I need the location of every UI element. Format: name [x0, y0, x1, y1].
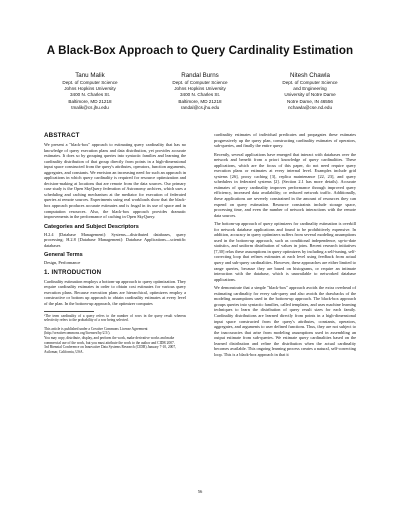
right-column: [214, 132, 356, 360]
categories-text: H.2.4 [Database Management]: Systems—distributed databases, query processing; H.2.8 [Database Management]: Database Applications—scientific databases: [44, 231, 186, 248]
general-terms-heading: General Terms: [44, 252, 83, 259]
categories-heading: Categories and Subject Descriptors: [44, 223, 139, 230]
author-name: Randal Burns: [181, 72, 219, 79]
author-city: Baltimore, MD 21218: [68, 98, 112, 104]
conference-notice: 3rd Biennial Conference on Innovative Data Systems Research (CIDR) January 7-10, 2007, Asilomar, California, USA.: [44, 345, 177, 354]
author-dept: Dept. of Computer Science: [62, 80, 118, 85]
author-1: [40, 72, 140, 111]
left-column: [44, 132, 186, 354]
author-city: Notre Dame, IN 46556: [287, 98, 333, 104]
author-dept: Dept. of Computer Science: [282, 80, 338, 85]
author-email: tmalik@cs.jhu.edu: [71, 104, 109, 110]
author-org: Johns Hopkins University: [174, 86, 226, 92]
abstract-text: We present a "black-box" approach to estimating query cardinality that has no knowledge of query execution plans and data distribution, yet provides accurate estimates. It does so by grouping queries into syntactic families and learning the cardinality distribution of that group directly from points in a high-dimensional input space constructed from the query's attributes, operators, function arguments, aggregates, and constants. We envision an increasing need for such an approach in applications in which query cardinality is required for resource optimization and decision-making at locations that are remote from the data sources. Our primary case study is the Open SkyQuery federation of Astronomy archives, which uses a scheduling and caching mechanism at the mediator for execution of federated queries at remote sources. Experiments using real workloads show that the black-box approach produces accurate estimates and is frugal in its use of space and in computation resources. Also, the black-box approach provides dramatic improvements in the performance of caching in Open SkyQuery.: [44, 142, 186, 220]
author-addr: 3400 N. Charles St.: [69, 92, 111, 98]
body-paragraph: The bottom-up approach of query optimizers for cardinality estimation is overkill for network database applications and found to be prohibitively expensive. In addition, accuracy in query optimizers suffers from several modeling assumptions used in the bottom-up approach, such as conditional independence, up-to-date statistics, and uniform distribution of values in joins. Recent research initiatives [7,30] relax these assumptions in query optimizers by including a self-tuning, self-correcting loop that refines estimates at each level using feedback from actual query and sub-query cardinalities. However, these approaches are either limited to range queries, because they are based on histograms, or require an intimate interaction with the database, which is unavailable to networked database applications.: [214, 221, 356, 282]
license-terms: You may copy, distribute, display, and perform the work, make derivative works and make commercial use of the work, but you must attribute the work to the author and CIDR 2007.: [44, 335, 175, 345]
footnote: ¹The term cardinality of a query refers to the number of rows in the query result whereas selectivity refers to the probability of a row being selected.: [44, 313, 186, 323]
body-paragraph: Recently, several applications have emerged that interact with databases over the network and benefit from a priori knowledge of query cardinalities. These applications, which are the focus of this paper, do not need require query execution plans or estimates at every internal level. Examples include grid systems [26], proxy caching [3], replica maintenance [22, 23], and query schedulers in federated systems [2]. (Section 2.1 has more details). Accurate estimates of query cardinality improves performance through improved query efficiency, increased data availability; or reduced network traffic. Additionally, these applications are severely constrained in the amount of resources they can expend on query estimation. Resource constraints include storage space, processing time, and even the number of network interactions with the remote data sources.: [214, 151, 356, 218]
author-name: Nitesh Chawla: [290, 72, 330, 79]
author-block: [40, 72, 360, 111]
footnote-rule: [44, 311, 94, 312]
license-notice: This article is published under a Creative Commons License Agreement (http://creativecommons.org/licenses/by/2.5/).: [44, 326, 148, 336]
author-email: randal@cs.jhu.edu: [180, 104, 220, 110]
author-city: Baltimore, MD 21218: [178, 98, 222, 104]
introduction-text: Cardinality estimation employs a bottom-up approach to query optimization. They require cardinality estimates in order to obtain cost estimates for various query execution plans. Because execution plans are hierarchical, optimizers employ a constructive or bottom up approach to obtain cardinality estimates at every level of the plan. In the bottom-up approach, the optimizer computes: [44, 278, 186, 307]
abstract-heading: ABSTRACT: [44, 132, 80, 139]
author-3: [260, 72, 360, 111]
author-email: nchawla@cse.nd.edu: [288, 104, 332, 110]
general-terms-text: Design, Performance: [44, 260, 81, 266]
author-org: and Engineering: [293, 86, 327, 92]
page-number: 56: [197, 489, 203, 494]
author-dept: Dept. of Computer Science: [172, 80, 228, 85]
body-paragraph: cardinality estimates of individual predicates and propagates these estimates progressively up the query plan, constructing cardinality estimates of operators, sub-queries, and finally the entire query.: [214, 132, 356, 149]
author-2: [150, 72, 250, 111]
introduction-heading: 1. INTRODUCTION: [44, 268, 102, 276]
body-paragraph: We demonstrate that a simple "black-box" approach avoids the extra overhead of estimating cardinality for every sub-query and also avoids the drawbacks of the modeling assumptions used in the bottom-up approach. The black-box approach groups queries into syntactic families, called templates, and uses machine learning techniques to learn the distribution of query result sizes for each family. Cardinality distributions are learned directly from points in a high-dimensional input space constructed from the query's attributes, constants, operators, aggregates, and arguments to user defined functions. Thus, they are not subject to the inaccuracies that arise from modeling assumptions used in assembling an output estimate from sub-queries. We estimate query cardinalities based on the learned distribution and refine the distribution when the actual cardinality becomes available. This ongoing learning process creates a natural, self-correcting loop. This is a black-box approach in that it: [214, 285, 356, 357]
author-name: Tanu Malik: [75, 72, 105, 79]
author-addr: 3400 N. Charles St.: [179, 92, 221, 98]
paper-title: A Black-Box Approach to Query Cardinality Estimation: [46, 44, 354, 57]
author-addr: University of Notre Dame: [284, 92, 336, 98]
author-org: Johns Hopkins University: [64, 86, 116, 92]
